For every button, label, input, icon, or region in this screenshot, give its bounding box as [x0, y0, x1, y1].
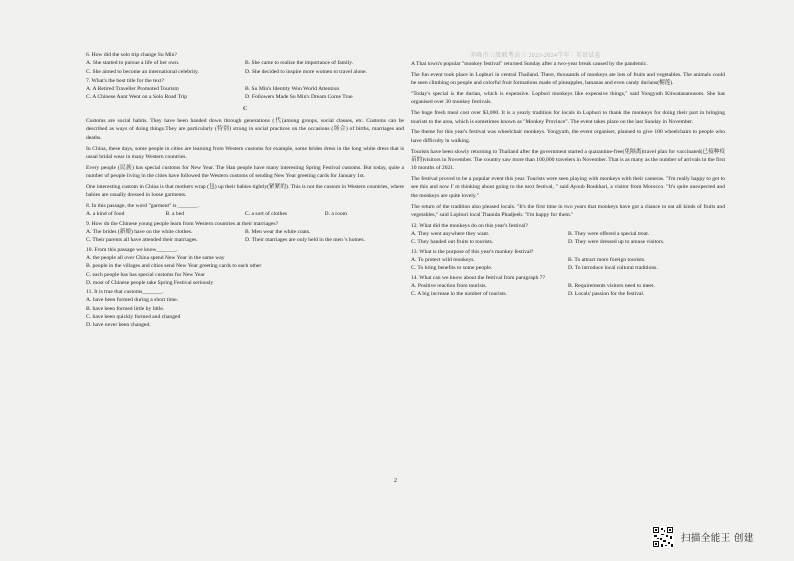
option-d: D. Their marriages are only held in the men 's homes.	[245, 237, 365, 244]
section-heading: C	[242, 105, 248, 112]
option-a: A. She started to pursue a life of her own.	[86, 60, 180, 67]
qr-code-icon	[652, 526, 674, 548]
option-a: A. A Retired Traveller Promoted Tourism	[86, 86, 179, 93]
option-d: D. She decided to inspire more women to travel alone.	[245, 68, 367, 75]
option-d: D. a room	[324, 211, 348, 218]
scanner-watermark: 扫描全能王 创建	[681, 533, 754, 544]
question-stem: 13. What is the purpose of this year's monkey festival?	[411, 248, 534, 255]
paragraph: "Today's special is the durian, which is expensive. Lopburi monkeys like expensive things," said Yongyuth Kitwatananusont. She has organised over 30 monkey festivals.	[411, 91, 725, 106]
paragraph: Every people (民族) has special customs for New Year. The Han people have many interesting Spring Festival customs. But today, quite a number of people living in the cities have followed the Western customs of sending New Year greeting cards for January 1st.	[86, 164, 404, 180]
option-b: B. To attract more foreign tourists.	[568, 256, 646, 263]
question-stem: 6. How did the solo trip change Su Min?	[86, 52, 177, 58]
question-12	[411, 222, 725, 247]
paragraph: One interesting custom in China is that mothers wrap (包) up their babies tightly(紧紧的). This is not the custom in Western countries, where babies are usually dressed in loose garments.	[86, 183, 404, 199]
passage-d	[411, 60, 725, 219]
question-10	[86, 246, 404, 287]
question-stem: 9. How do the Chinese young people learn from Western countries at their marriages?	[86, 220, 279, 227]
option-a: A. The brides (新娘) have on the white clothes.	[86, 229, 193, 236]
option-a: A. Positive reaction from tourists.	[411, 282, 487, 289]
option-d: D. Locals' passion for the festival.	[568, 291, 645, 298]
option-c: C. have been quickly formed and changed	[86, 313, 181, 320]
question-stem: 8. In this passage, the word "garment" is _______.	[86, 203, 199, 210]
option-b: B. people in the villages and cities send New Year greeting cards to each other	[86, 263, 262, 270]
paragraph: The huge fresh meal cost over $3,000. It is a yearly tradition for locals in Lopburi to thank the monkeys for doing their part in bringing tourists to the area, which is sometimes known as "Monkey Province". The event takes place on the last Sunday in November.	[411, 110, 725, 125]
option-a: A. have been formed during a short time.	[86, 297, 179, 304]
paragraph: In China, these days, some people in cities are learning from Western customs for example, some brides dress in the long white dress that is usual bridal wear in many Western countries.	[86, 145, 404, 160]
option-d: D. They were dressed up to amuse visitors.	[568, 239, 665, 246]
paragraph: The festival proved to be a popular event this year. Tourists were seen playing with monkeys with their cameras. "I'm really happy to get to see this and now I' m thinking about going to the next festival, " said Ayoub Boukhari, a visitor from Morocco. "It's quite unexpected and the monkeys are quite lovely."	[411, 176, 725, 199]
right-column	[411, 60, 725, 298]
question-stem: 7. What's the best title for the text?	[86, 77, 164, 84]
option-d: D. Followers Made Su Min's Dream Come True	[245, 94, 353, 101]
option-b: B. have been formed little by little.	[86, 305, 165, 312]
question-6	[86, 51, 404, 76]
option-b: B. Requirements visitors need to meet.	[568, 282, 655, 289]
paragraph: Tourists have been slowly returning to Thailand after the government started a quarantine-free(免隔离)travel plan for vaccinated(已接种疫苗的)visitors in November. The country saw more than 100,000 travelers in November. That is as many as the number of arrivals in the first 10 months of 2021.	[411, 148, 725, 172]
left-column	[86, 50, 404, 330]
question-stem: 12. What did the monkeys do on this year's festival?	[411, 222, 528, 229]
page-number: 2	[394, 478, 397, 484]
option-b: B. a bed	[165, 211, 184, 218]
question-stem: 11. It is true that customs_______.	[86, 289, 164, 296]
option-c: C. each people has has special customs for New Year	[86, 271, 205, 278]
question-13	[411, 248, 725, 273]
option-b: B. Su Min's Identity Won World Attention	[245, 86, 340, 93]
paragraph: Customs are social habits. They have been handed down through generations (代(among groups, social classes, etc. Customs can be described as ways of doing things.They are particularly (特别) strong in social practices on the occasions (场合) of births, marriages and deaths.	[86, 118, 404, 141]
faint-header: 赤峰市三级联考高三 2023-2024学年 · 英语试卷	[470, 53, 601, 59]
question-stem: 14. What can we know about the festival from paragraph 7?	[411, 274, 545, 281]
option-c: C. To bring benefits to some people.	[411, 265, 493, 272]
option-d: D. have never been changed.	[86, 322, 151, 329]
option-a: A. the people all over China spend New Year in the same way	[86, 254, 225, 261]
question-stem: 10. From this passage we know_______.	[86, 246, 178, 253]
option-c: C. They handed out fruits to tourists.	[411, 239, 494, 246]
paragraph: The theme for this year's festival was wheelchair monkeys. Yongyuth, the event organiser, planned to give 100 wheelchairs to people who have difficulty in walking.	[411, 129, 725, 144]
option-c: C. Their parents all have attended their marriages.	[86, 237, 198, 244]
option-a: A. a kind of food	[86, 211, 125, 218]
question-7	[86, 77, 404, 102]
option-b: B. They were offered a special treat.	[568, 231, 650, 238]
option-b: B. She came to realize the importance of family.	[245, 60, 354, 67]
option-a: A. To protect wild monkeys.	[411, 256, 475, 263]
option-c: C. a sort of clothes	[245, 211, 288, 218]
question-11	[86, 288, 404, 329]
paragraph: The fun event took place in Lopburi in central Thailand. There, thousands of monkeys ate lots of fruits and vegetables. The animals could be seen climbing on people and colorful fruit formations made of pineapples, bananas and even candy durians(榴莲).	[411, 71, 725, 87]
paragraph: A Thai town's popular "monkey festival" returned Sunday after a two-year break caused by the pandemic.	[411, 61, 648, 67]
option-d: D. To introduce local cultural traditions.	[568, 265, 658, 272]
option-c: C. A big increase in the number of tourists.	[411, 291, 508, 298]
question-8	[86, 202, 404, 219]
option-b: B. Men wear the white coats.	[245, 229, 311, 236]
passage-c	[86, 117, 404, 199]
paragraph: The return of the tradition also pleased locals. "It's the first time in two years that monkeys have got a chance to eat all kinds of fruits and vegetables," said Lopburi local Thanida Phadjeeb. "I'm happy for them."	[411, 203, 725, 218]
option-c: C. A Chinese Aunt Went on a Solo Road Trip	[86, 94, 188, 101]
option-d: D. most of Chinese people take Spring Festival seriously	[86, 279, 214, 286]
option-c: C. She aimed to become an international celebrity.	[86, 68, 199, 75]
option-a: A. They went anywhere they want.	[411, 231, 490, 238]
question-14	[411, 274, 725, 299]
question-9	[86, 220, 404, 245]
